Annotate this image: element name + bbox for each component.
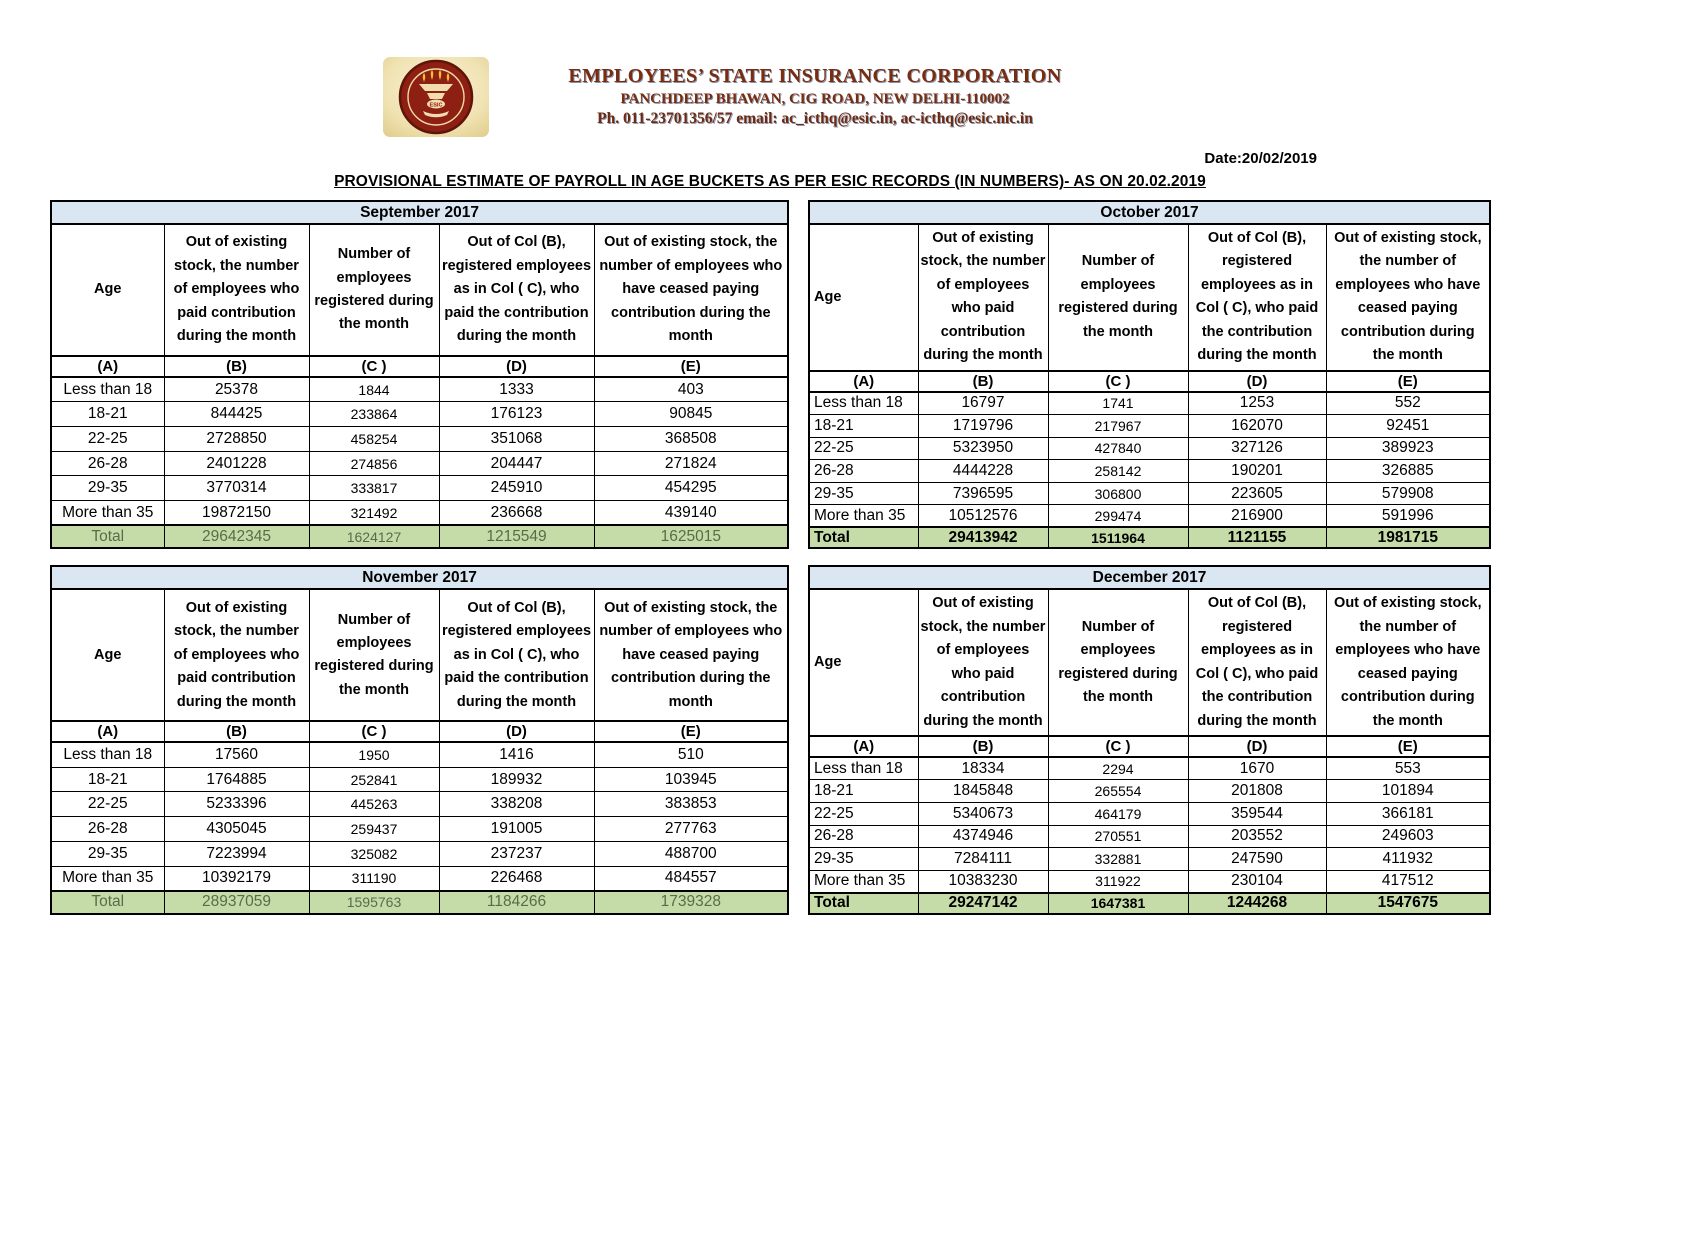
table-row (51, 742, 788, 767)
column-letter-c: (C ) (1048, 371, 1188, 392)
column-header-c: Number of employees registered during the month (1048, 224, 1188, 371)
value-cell: 274856 (309, 451, 439, 476)
column-letter-d: (D) (439, 356, 594, 377)
value-cell: 265554 (1048, 780, 1188, 803)
column-header-age: Age (51, 224, 164, 356)
column-header-age: Age (51, 589, 164, 721)
value-cell: 101894 (1326, 780, 1490, 803)
table-november-2017 (50, 565, 789, 914)
value-cell: 7223994 (164, 841, 309, 866)
value-cell: 326885 (1326, 460, 1490, 483)
value-cell: 1844 (309, 377, 439, 402)
value-cell: 5340673 (918, 803, 1048, 826)
value-cell: 236668 (439, 501, 594, 526)
value-cell: 4374946 (918, 825, 1048, 848)
value-cell: 258142 (1048, 460, 1188, 483)
org-address: PANCHDEEP BHAWAN, CIG ROAD, NEW DELHI-110002 (620, 91, 1010, 107)
age-bucket-cell: 22-25 (809, 803, 918, 826)
table-row (51, 426, 788, 451)
table-october-2017 (808, 200, 1491, 549)
table-row (51, 377, 788, 402)
table-row (51, 451, 788, 476)
column-letter-a: (A) (809, 736, 918, 757)
value-cell: 1333 (439, 377, 594, 402)
value-cell: 389923 (1326, 437, 1490, 460)
value-cell: 237237 (439, 841, 594, 866)
value-cell: 1416 (439, 742, 594, 767)
value-cell: 417512 (1326, 870, 1490, 893)
value-cell: 306800 (1048, 482, 1188, 505)
table-row (51, 767, 788, 792)
age-bucket-cell: Less than 18 (51, 742, 164, 767)
value-cell: 4305045 (164, 817, 309, 842)
value-cell: 359544 (1188, 803, 1326, 826)
age-bucket-cell: More than 35 (809, 870, 918, 893)
total-value-cell: 1647381 (1048, 893, 1188, 914)
value-cell: 103945 (594, 767, 788, 792)
value-cell: 204447 (439, 451, 594, 476)
column-header-c: Number of employees registered during the month (1048, 589, 1188, 736)
value-cell: 189932 (439, 767, 594, 792)
column-letter-b: (B) (918, 736, 1048, 757)
column-letter-e: (E) (1326, 371, 1490, 392)
column-header-age: Age (809, 589, 918, 736)
age-bucket-cell: 18-21 (809, 415, 918, 438)
column-letter-row (809, 371, 1490, 392)
column-header-b: Out of existing stock, the number of employees who paid contribution during the month (164, 224, 309, 356)
column-header-c: Number of employees registered during the month (309, 589, 439, 721)
value-cell: 17560 (164, 742, 309, 767)
total-row (51, 525, 788, 548)
value-cell: 333817 (309, 476, 439, 501)
value-cell: 176123 (439, 402, 594, 427)
total-value-cell: 29413942 (918, 527, 1048, 548)
table-row (51, 402, 788, 427)
month-title: September 2017 (51, 201, 788, 224)
total-row (51, 891, 788, 914)
value-cell: 351068 (439, 426, 594, 451)
table-row (51, 501, 788, 526)
document-page (50, 57, 1490, 915)
column-header-d: Out of Col (B), registered employees as in Col ( C), who paid the contribution during the month (1188, 224, 1326, 371)
age-bucket-cell: 29-35 (51, 841, 164, 866)
value-cell: 259437 (309, 817, 439, 842)
table-row (809, 825, 1490, 848)
column-letter-d: (D) (1188, 371, 1326, 392)
column-header-row (51, 589, 788, 721)
age-bucket-cell: 18-21 (51, 402, 164, 427)
column-letter-d: (D) (439, 721, 594, 742)
org-contact: Ph. 011-23701356/57 email: ac_icthq@esic.in, ac-icthq@esic.nic.in (597, 110, 1033, 127)
value-cell: 230104 (1188, 870, 1326, 893)
value-cell: 321492 (309, 501, 439, 526)
column-header-e: Out of existing stock, the number of employees who have ceased paying contribution during the month (1326, 589, 1490, 736)
column-letter-c: (C ) (1048, 736, 1188, 757)
value-cell: 439140 (594, 501, 788, 526)
column-header-row (51, 224, 788, 356)
age-bucket-cell: 26-28 (51, 451, 164, 476)
value-cell: 464179 (1048, 803, 1188, 826)
total-row (809, 893, 1490, 914)
column-letter-d: (D) (1188, 736, 1326, 757)
total-value-cell: 1595763 (309, 891, 439, 914)
value-cell: 383853 (594, 792, 788, 817)
age-bucket-cell: 29-35 (809, 482, 918, 505)
total-label-cell: Total (51, 891, 164, 914)
date-label: Date:20/02/2019 (1204, 150, 1317, 167)
table-row (809, 415, 1490, 438)
column-letter-e: (E) (1326, 736, 1490, 757)
total-value-cell: 28937059 (164, 891, 309, 914)
total-row (809, 527, 1490, 548)
column-header-e: Out of existing stock, the number of employees who have ceased paying contribution during the month (594, 224, 788, 356)
column-header-d: Out of Col (B), registered employees as in Col ( C), who paid the contribution during the month (439, 589, 594, 721)
total-value-cell: 1215549 (439, 525, 594, 548)
value-cell: 252841 (309, 767, 439, 792)
table-row (51, 817, 788, 842)
value-cell: 411932 (1326, 848, 1490, 871)
total-value-cell: 1547675 (1326, 893, 1490, 914)
org-text-block (140, 65, 1490, 128)
value-cell: 226468 (439, 866, 594, 891)
total-value-cell: 1624127 (309, 525, 439, 548)
table-row (809, 780, 1490, 803)
age-bucket-cell: More than 35 (809, 505, 918, 528)
age-bucket-cell: Less than 18 (51, 377, 164, 402)
table-row (51, 866, 788, 891)
svg-text:ESIC: ESIC (429, 102, 443, 109)
table-september-2017 (50, 200, 789, 549)
age-bucket-cell: 26-28 (809, 460, 918, 483)
month-title: October 2017 (809, 201, 1490, 224)
value-cell: 19872150 (164, 501, 309, 526)
total-value-cell: 1739328 (594, 891, 788, 914)
value-cell: 1741 (1048, 392, 1188, 415)
value-cell: 844425 (164, 402, 309, 427)
column-header-d: Out of Col (B), registered employees as in Col ( C), who paid the contribution during the month (439, 224, 594, 356)
value-cell: 403 (594, 377, 788, 402)
value-cell: 591996 (1326, 505, 1490, 528)
value-cell: 162070 (1188, 415, 1326, 438)
column-header-b: Out of existing stock, the number of employees who paid contribution during the month (164, 589, 309, 721)
column-header-age: Age (809, 224, 918, 371)
value-cell: 1764885 (164, 767, 309, 792)
table-row (51, 841, 788, 866)
value-cell: 10512576 (918, 505, 1048, 528)
value-cell: 427840 (1048, 437, 1188, 460)
value-cell: 1845848 (918, 780, 1048, 803)
total-value-cell: 1184266 (439, 891, 594, 914)
total-value-cell: 29247142 (918, 893, 1048, 914)
value-cell: 217967 (1048, 415, 1188, 438)
table-row (809, 757, 1490, 780)
age-bucket-cell: More than 35 (51, 866, 164, 891)
column-letter-a: (A) (51, 356, 164, 377)
value-cell: 216900 (1188, 505, 1326, 528)
value-cell: 10383230 (918, 870, 1048, 893)
age-bucket-cell: 22-25 (51, 426, 164, 451)
value-cell: 7396595 (918, 482, 1048, 505)
column-header-d: Out of Col (B), registered employees as in Col ( C), who paid the contribution during the month (1188, 589, 1326, 736)
value-cell: 249603 (1326, 825, 1490, 848)
document-header (50, 57, 1490, 141)
value-cell: 299474 (1048, 505, 1188, 528)
column-letter-row (51, 356, 788, 377)
value-cell: 201808 (1188, 780, 1326, 803)
value-cell: 247590 (1188, 848, 1326, 871)
value-cell: 445263 (309, 792, 439, 817)
total-value-cell: 1981715 (1326, 527, 1490, 548)
value-cell: 10392179 (164, 866, 309, 891)
value-cell: 2401228 (164, 451, 309, 476)
tables-grid (50, 200, 1490, 915)
value-cell: 25378 (164, 377, 309, 402)
table-row (51, 476, 788, 501)
value-cell: 5323950 (918, 437, 1048, 460)
column-header-c: Number of employees registered during the month (309, 224, 439, 356)
column-header-e: Out of existing stock, the number of employees who have ceased paying contribution during the month (594, 589, 788, 721)
table-row (809, 460, 1490, 483)
total-label-cell: Total (51, 525, 164, 548)
month-title: November 2017 (51, 566, 788, 589)
table-row (809, 505, 1490, 528)
value-cell: 277763 (594, 817, 788, 842)
table-row (809, 803, 1490, 826)
value-cell: 458254 (309, 426, 439, 451)
value-cell: 311190 (309, 866, 439, 891)
value-cell: 1950 (309, 742, 439, 767)
value-cell: 203552 (1188, 825, 1326, 848)
value-cell: 92451 (1326, 415, 1490, 438)
age-bucket-cell: More than 35 (51, 501, 164, 526)
column-letter-row (51, 721, 788, 742)
value-cell: 4444228 (918, 460, 1048, 483)
value-cell: 510 (594, 742, 788, 767)
value-cell: 579908 (1326, 482, 1490, 505)
table-row (809, 437, 1490, 460)
age-bucket-cell: 18-21 (809, 780, 918, 803)
value-cell: 191005 (439, 817, 594, 842)
table-row (809, 848, 1490, 871)
value-cell: 484557 (594, 866, 788, 891)
value-cell: 332881 (1048, 848, 1188, 871)
value-cell: 3770314 (164, 476, 309, 501)
value-cell: 454295 (594, 476, 788, 501)
total-label-cell: Total (809, 527, 918, 548)
value-cell: 1670 (1188, 757, 1326, 780)
value-cell: 90845 (594, 402, 788, 427)
age-bucket-cell: 26-28 (809, 825, 918, 848)
table-row (809, 870, 1490, 893)
age-bucket-cell: 26-28 (51, 817, 164, 842)
total-label-cell: Total (809, 893, 918, 914)
value-cell: 270551 (1048, 825, 1188, 848)
total-value-cell: 1511964 (1048, 527, 1188, 548)
table-row (809, 392, 1490, 415)
value-cell: 327126 (1188, 437, 1326, 460)
column-letter-c: (C ) (309, 721, 439, 742)
value-cell: 245910 (439, 476, 594, 501)
value-cell: 190201 (1188, 460, 1326, 483)
value-cell: 368508 (594, 426, 788, 451)
column-letter-row (809, 736, 1490, 757)
value-cell: 1253 (1188, 392, 1326, 415)
column-header-e: Out of existing stock, the number of employees who have ceased paying contribution during the month (1326, 224, 1490, 371)
month-title: December 2017 (809, 566, 1490, 589)
org-name: EMPLOYEES’ STATE INSURANCE CORPORATION (568, 65, 1062, 87)
total-value-cell: 1121155 (1188, 527, 1326, 548)
total-value-cell: 1625015 (594, 525, 788, 548)
column-header-row (809, 224, 1490, 371)
value-cell: 18334 (918, 757, 1048, 780)
column-letter-a: (A) (809, 371, 918, 392)
value-cell: 16797 (918, 392, 1048, 415)
value-cell: 488700 (594, 841, 788, 866)
column-header-b: Out of existing stock, the number of employees who paid contribution during the month (918, 589, 1048, 736)
column-letter-b: (B) (164, 721, 309, 742)
column-letter-e: (E) (594, 356, 788, 377)
value-cell: 233864 (309, 402, 439, 427)
value-cell: 271824 (594, 451, 788, 476)
value-cell: 5233396 (164, 792, 309, 817)
document-title: PROVISIONAL ESTIMATE OF PAYROLL IN AGE BUCKETS AS PER ESIC RECORDS (IN NUMBERS)- AS ON 20.02.2019 (334, 173, 1206, 190)
column-letter-c: (C ) (309, 356, 439, 377)
value-cell: 552 (1326, 392, 1490, 415)
age-bucket-cell: 22-25 (51, 792, 164, 817)
age-bucket-cell: 29-35 (809, 848, 918, 871)
value-cell: 325082 (309, 841, 439, 866)
age-bucket-cell: 29-35 (51, 476, 164, 501)
column-letter-a: (A) (51, 721, 164, 742)
value-cell: 223605 (1188, 482, 1326, 505)
value-cell: 311922 (1048, 870, 1188, 893)
age-bucket-cell: Less than 18 (809, 392, 918, 415)
total-value-cell: 1244268 (1188, 893, 1326, 914)
column-letter-e: (E) (594, 721, 788, 742)
table-row (51, 792, 788, 817)
value-cell: 2294 (1048, 757, 1188, 780)
column-letter-b: (B) (918, 371, 1048, 392)
age-bucket-cell: 18-21 (51, 767, 164, 792)
age-bucket-cell: 22-25 (809, 437, 918, 460)
column-letter-b: (B) (164, 356, 309, 377)
value-cell: 1719796 (918, 415, 1048, 438)
value-cell: 338208 (439, 792, 594, 817)
total-value-cell: 29642345 (164, 525, 309, 548)
column-header-b: Out of existing stock, the number of employees who paid contribution during the month (918, 224, 1048, 371)
value-cell: 366181 (1326, 803, 1490, 826)
table-december-2017 (808, 565, 1491, 914)
value-cell: 7284111 (918, 848, 1048, 871)
value-cell: 2728850 (164, 426, 309, 451)
table-row (809, 482, 1490, 505)
column-header-row (809, 589, 1490, 736)
age-bucket-cell: Less than 18 (809, 757, 918, 780)
value-cell: 553 (1326, 757, 1490, 780)
